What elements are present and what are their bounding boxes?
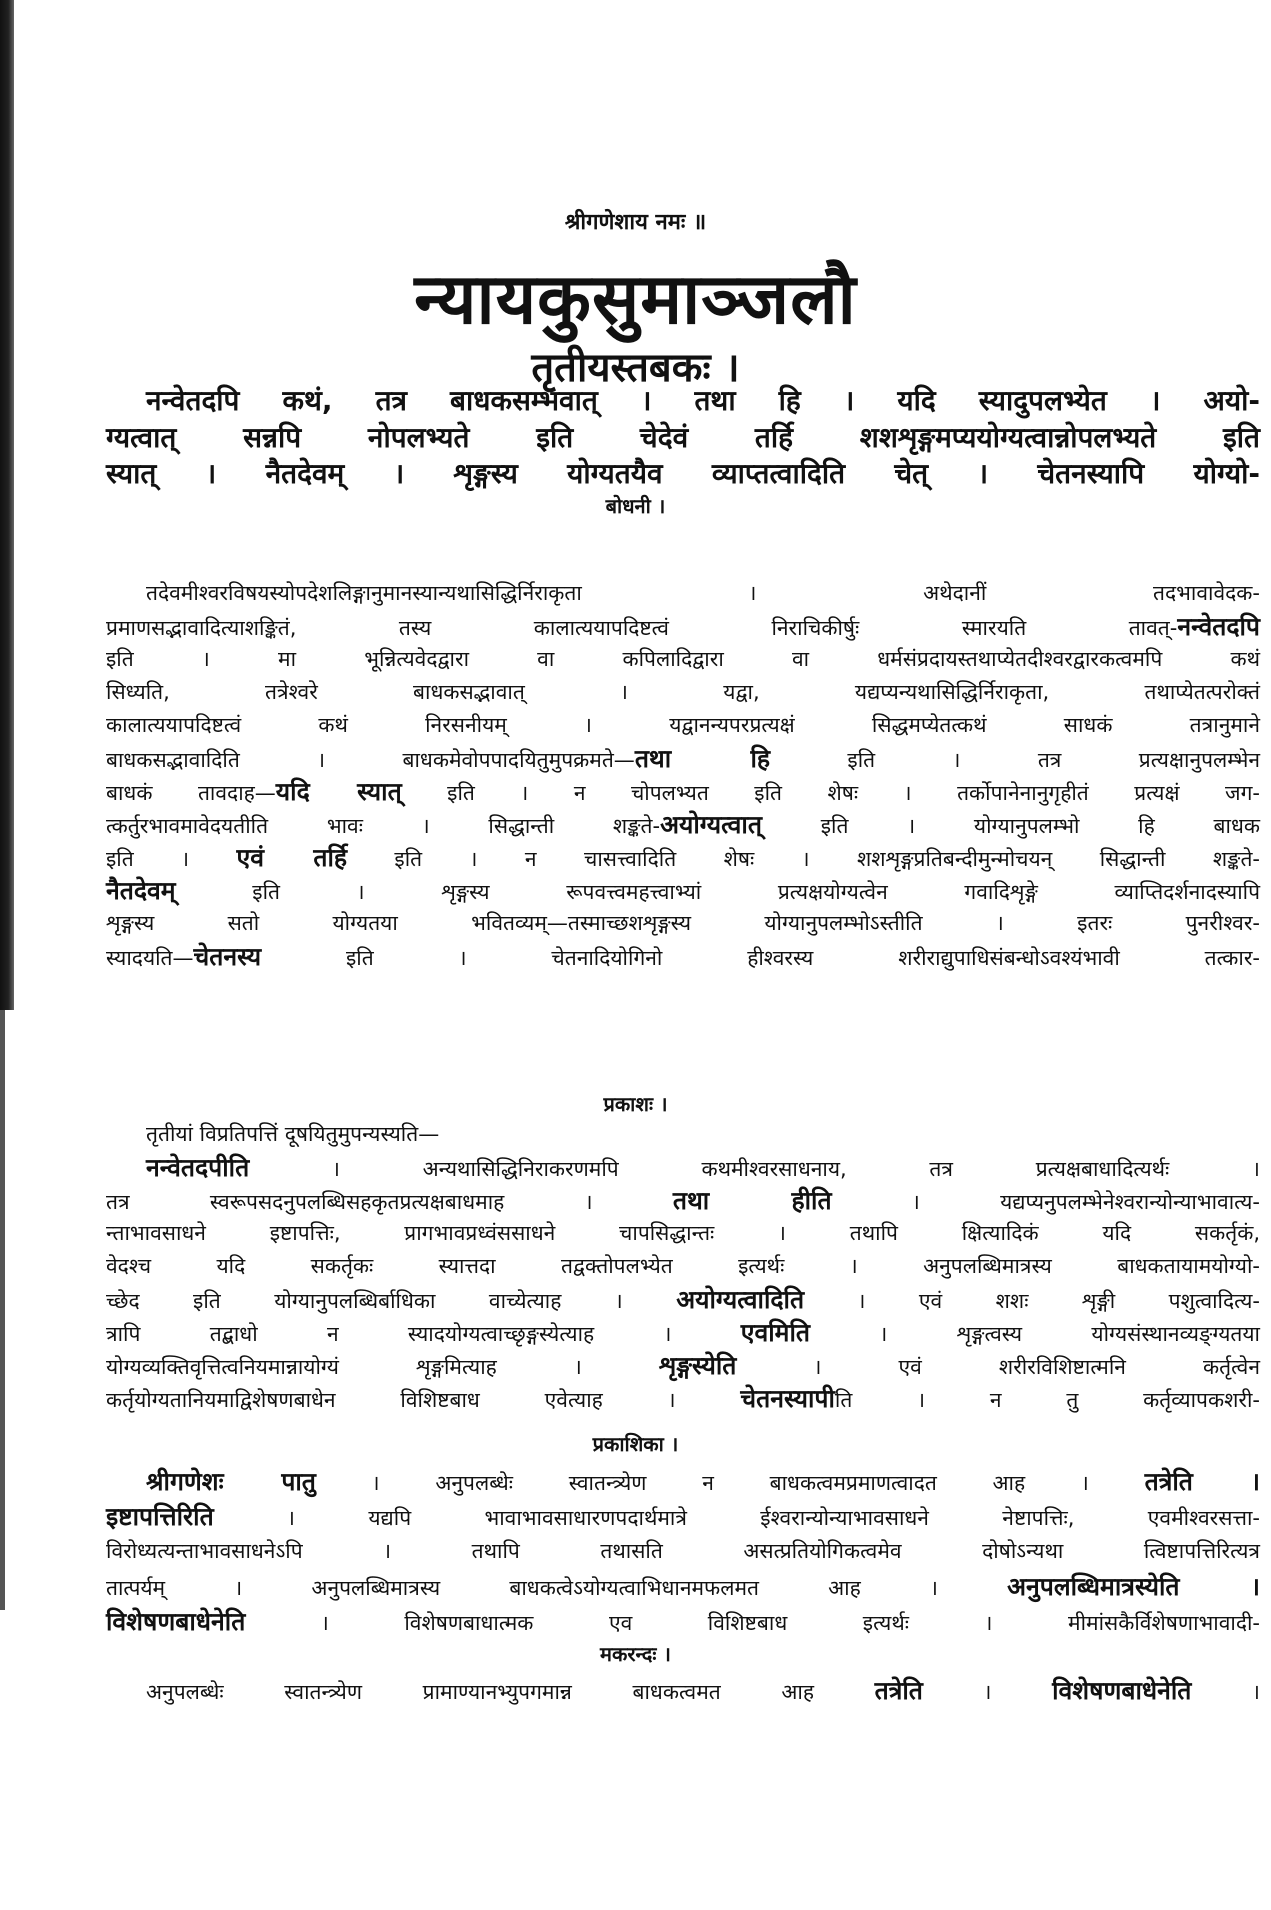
quoted-pratika: तत्रेति (874, 1676, 923, 1705)
invocation: श्रीगणेशाय नमः ॥ (564, 210, 707, 235)
quoted-pratika: तथा हि (634, 744, 771, 773)
makaranda-commentary (106, 1674, 1260, 1707)
quoted-pratika: तथा हीति (672, 1186, 832, 1215)
text-line (106, 577, 1260, 610)
text-line (106, 808, 1260, 841)
text-segment: तृतीयां विप्रतिपत्तिं दूषयितुमुपन्यस्यति— (146, 1122, 440, 1146)
text-segment: शृङ्गस्य सतो योग्यतया भवितव्यम्—तस्माच्छशशृङ्गस्य योग्यानुपलम्भोऽस्तीति । इतरः पुनरीश्वर- (106, 911, 1260, 935)
text-line (106, 1382, 1260, 1415)
text-segment: अनुपलब्धेः स्वातन्त्र्येण प्रामाण्यानभ्युपगमान्न बाधकत्वमत आह (146, 1680, 875, 1704)
text-line (106, 1184, 1260, 1217)
text-line (106, 1604, 1260, 1639)
text-line (106, 709, 1260, 742)
text-segment: इति । चेतनादियोगिनो हीश्वरस्य शरीराद्युपाधिसंबन्धोऽवश्यंभावी तत्कार- (261, 946, 1260, 970)
text-line (106, 676, 1260, 709)
text-segment: न्ताभावसाधने इष्टापत्तिः, प्रागभावप्रध्वंससाधने चापसिद्धान्तः । तथापि क्षित्यादिकं यदि सकर्तृकं, (106, 1221, 1260, 1245)
prakasha-heading: प्रकाशः । (603, 1092, 668, 1116)
quoted-pratika: एवं तर्हि (236, 843, 348, 872)
text-line (106, 940, 1260, 973)
text-line (106, 874, 1260, 907)
text-line (106, 841, 1260, 874)
quoted-pratika: नन्वेतदपि (1177, 612, 1260, 641)
quoted-pratika: नैतदेवम् (106, 876, 176, 905)
prakashika-commentary (106, 1464, 1260, 1639)
text-line (106, 1316, 1260, 1349)
text-segment: वेदश्च यदि सकर्तृकः स्यात्तदा तद्वक्तोपलभ्येत इत्यर्थः । अनुपलब्धिमात्रस्य बाधकतायामयोग्यो- (106, 1254, 1260, 1278)
chapter-heading: तृतीयस्तबकः । (531, 345, 740, 391)
text-segment: प्रमाणसद्भावादित्याशङ्कितं, तस्य कालात्ययापदिष्टत्वं निराचिकीर्षुः स्मारयति तावत्- (106, 616, 1178, 640)
text-segment: बाधकसद्भावादिति । बाधकमेवोपपादयितुमुपक्रमते— (106, 748, 635, 772)
text-line (106, 420, 1260, 457)
text-segment: तदेवमीश्वरविषयस्योपदेशलिङ्गानुमानस्यान्यथासिद्धिर्निराकृता । अथेदानीं तदभावावेदक- (146, 581, 1260, 605)
text-line (106, 1151, 1260, 1184)
text-segment: । (922, 1680, 1053, 1704)
text-segment: ग्यत्वात् सन्नपि नोपलभ्यते इति चेदेवं तर्हि शशशृङ्गमप्ययोग्यत्वान्नोपलभ्यते इति (106, 420, 1260, 454)
text-line (106, 1283, 1260, 1316)
text-segment: । एवं शशः शृङ्गी पशुत्वादित्य- (804, 1289, 1260, 1313)
text-segment: । यद्यपि भावाभावसाधारणपदार्थमात्रे ईश्वरान्योन्याभावसाधने नेष्टापत्तिः, एवमीश्वरसत्ता- (213, 1506, 1260, 1530)
quoted-pratika: अयोग्यत्वादिति (676, 1285, 805, 1314)
text-segment: इति । मा भून्नित्यवेदद्वारा वा कपिलादिद्वारा वा धर्मसंप्रदायस्तथाप्येतदीश्वरद्वारकत्वमपि कथं (106, 647, 1260, 671)
text-segment: इति । शृङ्गस्य रूपवत्त्वमहत्त्वाभ्यां प्रत्यक्षयोग्यत्वेन गवादिशृङ्गे व्याप्तिदर्शनादस्यापि (175, 880, 1260, 904)
text-line (106, 1674, 1260, 1707)
quoted-pratika: विशेषणबाधेनेति (106, 1607, 246, 1636)
quoted-pratika: तत्रेति । (1144, 1467, 1260, 1496)
text-segment: च्छेद इति योग्यानुपलब्धिर्बाधिका वाच्येत्याह । (106, 1289, 677, 1313)
text-segment: इति । न चासत्त्वादिति शेषः । शशशृङ्गप्रतिबन्दीमुन्मोचयन् सिद्धान्ती शङ्कते- (347, 847, 1260, 871)
quoted-pratika: अयोग्यत्वात् (660, 810, 762, 839)
text-line (106, 610, 1260, 643)
text-segment: नन्वेतदपि कथं, तत्र बाधकसम्भवात् । तथा हि । यदि स्यादुपलभ्येत । अयो- (146, 384, 1260, 417)
text-segment: त्रापि तद्बाधो न स्यादयोग्यत्वाच्छृङ्गस्येत्याह । (106, 1322, 741, 1346)
quoted-pratika: श्रीगणेशः पातु (146, 1467, 316, 1496)
text-segment: इति । (106, 847, 237, 871)
text-line (106, 1534, 1260, 1569)
quoted-pratika: नन्वेतदपीति (146, 1153, 250, 1182)
text-line (106, 1464, 1260, 1499)
text-segment: कालात्ययापदिष्टत्वं कथं निरसनीयम् । यद्वानन्यपरप्रत्यक्षं सिद्धमप्येतत्कथं साधकं तत्रानुमाने (106, 713, 1260, 737)
text-segment: । अनुपलब्धेः स्वातन्त्र्येण न बाधकत्वमप्रमाणत्वादत आह । (315, 1471, 1145, 1495)
text-segment: बाधकं तावदाह— (106, 781, 276, 805)
text-segment: सिध्यति, तत्रेश्वरे बाधकसद्भावात् । यद्वा, यद्यप्यन्यथासिद्धिर्निराकृता, तथाप्येतत्परोक्तं (106, 680, 1260, 704)
quoted-pratika: विशेषणबाधेनेति (1052, 1676, 1192, 1705)
text-segment: । (1191, 1680, 1260, 1704)
text-segment: । शृङ्गत्वस्य योग्यसंस्थानव्यङ्ग्यतया (810, 1322, 1260, 1346)
text-segment: विरोध्यत्यन्ताभावसाधनेऽपि । तथापि तथासति असत्प्रतियोगिकत्वमेव दोषोऽन्यथा त्विष्टापत्तिरित्यत्र (106, 1539, 1260, 1563)
text-segment: ति । न तु कर्तृव्यापकशरी- (834, 1388, 1260, 1412)
text-segment: । अन्यथासिद्धिनिराकरणमपि कथमीश्वरसाधनाय, तत्र प्रत्यक्षबाधादित्यर्थः । (249, 1157, 1260, 1181)
quoted-pratika: यदि स्यात् (275, 777, 402, 806)
text-segment: कर्तृयोग्यतानियमाद्विशेषणबाधेन विशिष्टबाध एवेत्याह । (106, 1388, 741, 1412)
text-line (106, 907, 1260, 940)
text-line (106, 775, 1260, 808)
text-segment: । यद्यप्यनुपलम्भेनेश्वरान्योन्याभावात्य- (831, 1190, 1260, 1214)
text-segment: तात्पर्यम् । अनुपलब्धिमात्रस्य बाधकत्वेऽयोग्यत्वाभिधानमफलमत आह । (106, 1576, 1008, 1600)
text-segment: । एवं शरीरविशिष्टात्मनि कर्तृत्वेन (736, 1355, 1260, 1379)
quoted-pratika: शृङ्गस्येति (658, 1351, 737, 1380)
text-line (106, 742, 1260, 775)
makaranda-heading: मकरन्दः । (600, 1642, 671, 1666)
text-segment: इति । योग्यानुपलम्भो हि बाधक (761, 814, 1260, 838)
text-line (106, 1250, 1260, 1283)
text-line (106, 456, 1260, 493)
text-segment: तत्र स्वरूपसदनुपलब्धिसहकृतप्रत्यक्षबाधमाह । (106, 1190, 673, 1214)
text-line (106, 1118, 1260, 1151)
text-segment: स्यात् । नैतदेवम् । शृङ्गस्य योग्यतयैव व्याप्तत्वादिति चेत् । चेतनस्यापि योग्यो- (106, 457, 1260, 490)
mula-text (106, 383, 1260, 493)
quoted-pratika: अनुपलब्धिमात्रस्येति । (1007, 1572, 1260, 1601)
text-line (106, 1499, 1260, 1534)
text-line (106, 1217, 1260, 1250)
quoted-pratika: चेतनस्य (193, 942, 262, 971)
quoted-pratika: इष्टापत्तिरिति (106, 1502, 214, 1531)
text-line (106, 1349, 1260, 1382)
page-title: न्यायकुसुमाञ्जलौ (414, 258, 857, 340)
quoted-pratika: एवमिति (740, 1318, 811, 1347)
text-segment: त्कर्तुरभावमावेदयतीति भावः । सिद्धान्ती शङ्कते- (106, 814, 661, 838)
text-line (106, 1569, 1260, 1604)
bodhini-heading: बोधनी । (605, 494, 666, 518)
text-segment: । विशेषणबाधात्मक एव विशिष्टबाध इत्यर्थः । मीमांसकैर्विशेषणाभावादी- (245, 1611, 1260, 1635)
quoted-pratika: चेतनस्यापी (740, 1384, 835, 1413)
text-segment: योग्यव्यक्तिवृत्तित्वनियमान्नायोग्यं शृङ्गमित्याह । (106, 1355, 659, 1379)
text-segment: इति । न चोपलभ्यत इति शेषः । तर्कोपानेनानुगृहीतं प्रत्यक्षं जग- (401, 781, 1260, 805)
text-line (106, 643, 1260, 676)
bodhini-commentary (106, 577, 1260, 973)
prakashika-heading: प्रकाशिका । (592, 1432, 679, 1456)
text-segment: इति । तत्र प्रत्यक्षानुपलम्भेन (770, 748, 1260, 772)
text-segment: स्यादयति— (106, 946, 194, 970)
prakasha-commentary (106, 1118, 1260, 1415)
text-line (106, 383, 1260, 420)
